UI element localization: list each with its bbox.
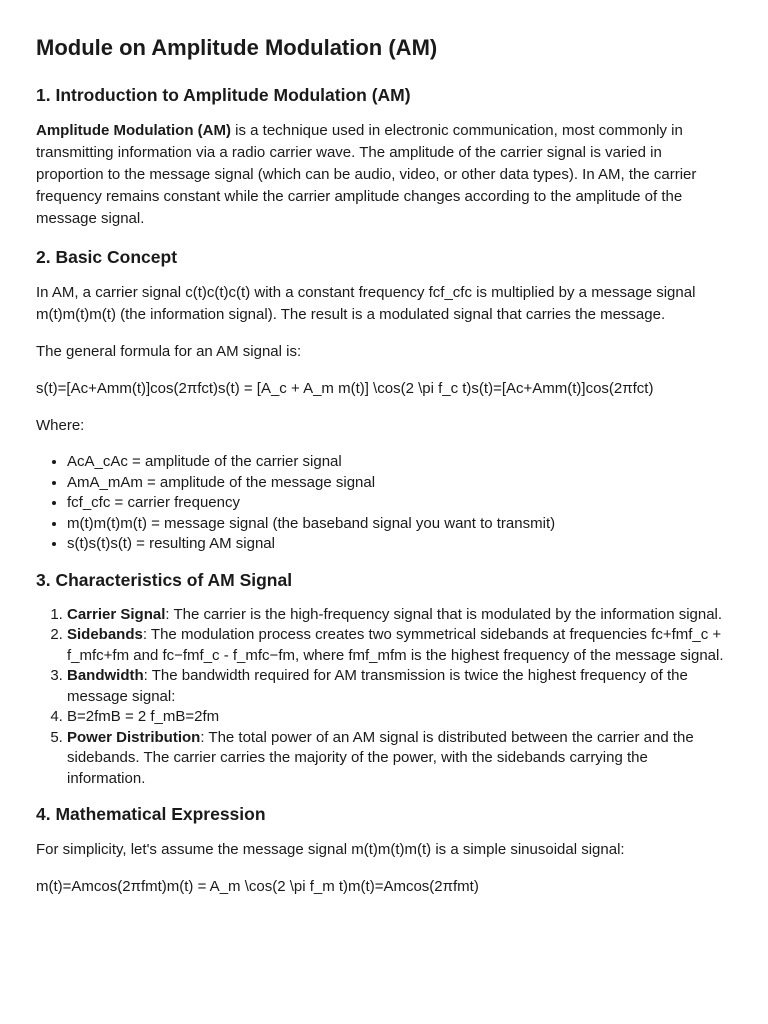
bold-term: Amplitude Modulation (AM) [36, 122, 231, 139]
list-item [67, 666, 724, 707]
am-formula: s(t)=[Ac+Amm(t)]cos(2πfct)s(t) = [A_c + A_m m(t)] \cos(2 \pi f_c t)s(t)=[Ac+Amm(t)]cos(2πfct) [36, 380, 654, 397]
section-1-heading: 1. Introduction to Amplitude Modulation (AM) [36, 85, 411, 105]
section-1-paragraph [36, 120, 724, 230]
variable-list [36, 452, 724, 555]
list-item: • fcf_cfc = carrier frequency [67, 493, 724, 514]
section-4-paragraph: For simplicity, let's assume the message signal m(t)m(t)m(t) is a simple sinusoidal signal: [36, 841, 625, 858]
item-term: Power Distribution [67, 728, 201, 746]
list-item: • s(t)s(t)s(t) = resulting AM signal [67, 534, 724, 555]
characteristics-list [36, 605, 724, 790]
section-2-paragraph-2: The general formula for an AM signal is: [36, 343, 302, 360]
where-label: Where: [36, 417, 85, 434]
list-item [67, 605, 724, 626]
item-text: : The carrier is the high-frequency signal that is modulated by the information signal. [165, 605, 723, 623]
list-item: • AmA_mAm = amplitude of the message signal [67, 473, 724, 494]
section-4-heading: 4. Mathematical Expression [36, 804, 266, 824]
section-1-text: is a technique used in electronic communication, most commonly in transmitting information via a radio carrier wave. The amplitude of the carrier signal is varied in proportion to the message signal (which can be audio, video, or other data types). In AM, the carrier frequency remains constant while the carrier amplitude changes according to the amplitude of the message signal. [36, 122, 697, 227]
item-term: Bandwidth [67, 667, 144, 684]
message-formula: m(t)=Amcos(2πfmt)m(t) = A_m \cos(2 \pi f_m t)m(t)=Amcos(2πfmt) [36, 878, 479, 895]
item-text: : The total power of an AM signal is distributed between the carrier and the sidebands. The carrier carries the majority of the power, with the sidebands carrying the information. [67, 728, 694, 787]
section-3-heading: 3. Characteristics of AM Signal [36, 569, 293, 590]
list-item: • m(t)m(t)m(t) = message signal (the baseband signal you want to transmit) [67, 514, 724, 535]
item-term: Carrier Signal [67, 605, 166, 623]
list-item: • AcA_cAc = amplitude of the carrier signal [67, 452, 724, 473]
item-text: : The modulation process creates two symmetrical sidebands at frequencies fc+fmf_c + f_mfc+fm and fc−fmf_c - f_mfc−fm, where fmf_mfm is the highest frequency of the message signal. [67, 626, 724, 664]
item-term: Sidebands [67, 626, 143, 643]
list-item [67, 707, 724, 728]
list-item [67, 728, 724, 790]
item-text: : The bandwidth required for AM transmission is twice the highest frequency of the message signal: [67, 667, 688, 705]
section-2-heading: 2. Basic Concept [36, 247, 178, 267]
page-title: Module on Amplitude Modulation (AM) [36, 35, 438, 60]
section-2-paragraph-1: In AM, a carrier signal c(t)c(t)c(t) with a constant frequency fcf_cfc is multiplied by a message signal m(t)m(t)m(t) (the information signal). The result is a modulated signal that carries the message. [36, 284, 696, 323]
list-item [67, 625, 724, 666]
item-text: B=2fmB = 2 f_mB=2fm [67, 708, 220, 725]
